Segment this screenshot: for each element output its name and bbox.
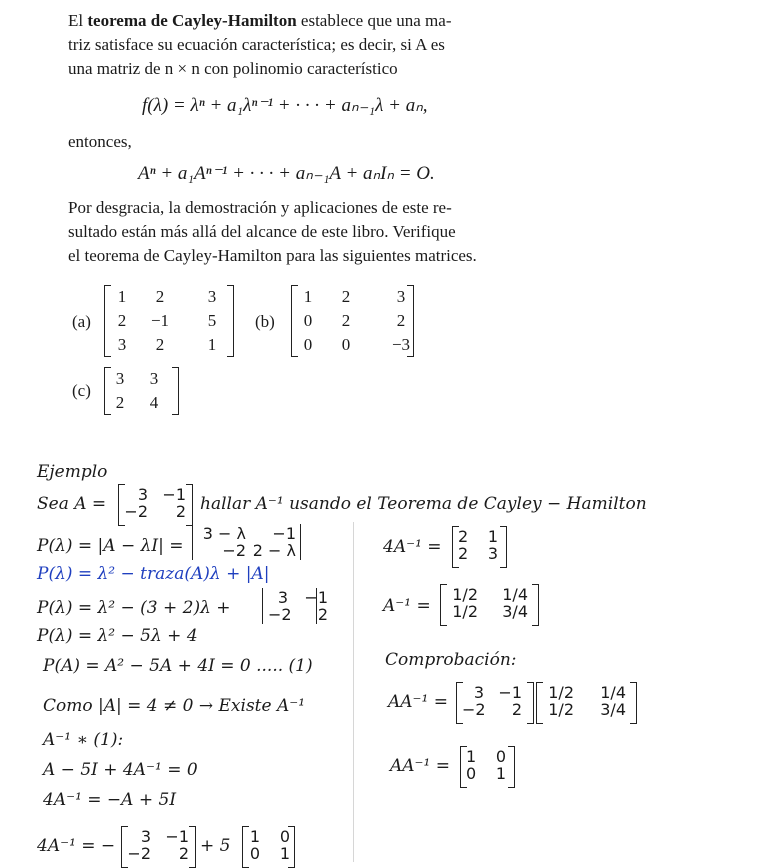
bracket-right xyxy=(532,584,539,626)
matrix-entry: 2 xyxy=(117,311,127,330)
matrix-entry: 1/2 xyxy=(452,585,478,604)
matrix-entry: 0 xyxy=(303,335,313,354)
matrix-entry: 3 xyxy=(473,683,484,702)
matrix-entry: −1 xyxy=(165,827,189,846)
matrix-entry: 1/2 xyxy=(548,683,574,702)
identity-matrix xyxy=(246,828,292,862)
matrix-entry: −1 xyxy=(498,683,522,702)
matrix-entry: 2 xyxy=(115,393,125,412)
matrix-entry: −1 xyxy=(162,485,186,504)
intro-text-pre: El xyxy=(68,11,88,30)
matrix-entry: 3 xyxy=(117,335,127,354)
characteristic-polynomial-equation: f(λ) = λⁿ + a₁λⁿ⁻¹ + · · · + aₙ₋₁λ + aₙ, xyxy=(142,95,428,116)
bracket-right xyxy=(186,484,193,526)
bracket-right xyxy=(527,682,534,724)
intro-line-3: una matriz de n × n con polinomio característico xyxy=(68,59,398,78)
matrix-entry: 3 xyxy=(137,485,148,504)
matrix-entry: 3 xyxy=(487,544,498,563)
matrix-entry: 3 xyxy=(149,369,159,388)
equation-step-2: 4A⁻¹ = −A + 5I xyxy=(43,790,177,810)
matrix-entry: 2 xyxy=(155,335,165,354)
matrix-entry: −3 xyxy=(391,335,411,354)
comprobacion-heading: Comprobación: xyxy=(385,650,517,670)
matrix-entry: 2 xyxy=(155,287,165,306)
identity-result-label: AA⁻¹ = xyxy=(390,756,450,776)
equation-step-3: 4A⁻¹ = − xyxy=(37,836,116,856)
matrix-entry: −1 xyxy=(150,311,170,330)
cayley-hamilton-equation: P(A) = A² − 5A + 4I = 0 ..... (1) xyxy=(43,656,313,676)
matrix-entry: −2 xyxy=(222,541,246,560)
matrix-entry: 3/4 xyxy=(600,700,626,719)
matrix-entry: −2 xyxy=(127,844,151,863)
char-poly-trace-formula: P(λ) = λ² − traza(A)λ + |A| xyxy=(37,564,270,584)
exercise-a-matrix xyxy=(108,285,240,357)
matrix-entry: 1 xyxy=(207,335,217,354)
matrix-entry: 2 xyxy=(511,700,522,719)
matrix-equation: Aⁿ + a₁Aⁿ⁻¹ + · · · + aₙ₋₁A + aₙIₙ = O. xyxy=(138,163,435,184)
identity-matrix xyxy=(464,748,508,782)
matrix-entry: 2 xyxy=(396,311,406,330)
matrix-entry: 2 − λ xyxy=(252,541,296,560)
matrix-entry: −1 xyxy=(272,524,296,543)
matrix-A xyxy=(125,828,191,862)
matrix-entry: 2 xyxy=(458,527,469,546)
sea-text: Sea A = xyxy=(37,494,107,514)
matrix-entry: 2 xyxy=(175,502,186,521)
matrix-entry: 3 xyxy=(277,588,288,607)
hallar-text: hallar A⁻¹ usando el Teorema de Cayley − Hamilton xyxy=(200,494,647,514)
bracket-right xyxy=(189,826,196,868)
determinant-check: Como |A| = 4 ≠ 0 → Existe A⁻¹ xyxy=(43,696,306,716)
matrix-entry: 1 xyxy=(495,764,506,783)
example-heading: Ejemplo xyxy=(37,462,108,482)
equation-step-1: A − 5I + 4A⁻¹ = 0 xyxy=(43,760,198,780)
matrix-entry: 0 xyxy=(279,827,290,846)
intro-line-2: triz satisface su ecuación característica; es decir, si A es xyxy=(68,35,445,54)
matrix-entry: 1 xyxy=(117,287,127,306)
bracket-right xyxy=(508,746,515,788)
matrix-entry: 3 − λ xyxy=(202,524,246,543)
para-line-1: Por desgracia, la demostración y aplicaciones de este re- xyxy=(68,198,452,217)
matrix-entry: 0 xyxy=(466,764,477,783)
column-divider xyxy=(353,522,354,862)
matrix-entry: 3 xyxy=(140,827,151,846)
matrix-entry: 5 xyxy=(207,311,217,330)
exercise-a-label: (a) xyxy=(72,312,91,331)
matrix-entry: 2 xyxy=(458,544,469,563)
matrix-entry: 0 xyxy=(341,335,351,354)
a-inverse-matrix xyxy=(444,586,530,620)
four-a-inverse-label: 4A⁻¹ = xyxy=(383,537,442,557)
a-inverse-label: A⁻¹ = xyxy=(383,596,431,616)
entonces-text: entonces, xyxy=(68,132,132,151)
det-matrix xyxy=(196,525,298,559)
bracket-right xyxy=(630,682,637,724)
matrix-entry: 3 xyxy=(115,369,125,388)
bracket-right xyxy=(227,285,234,357)
det-matrix-A xyxy=(266,589,330,623)
matrix-entry: 1/2 xyxy=(452,602,478,621)
matrix-entry: 3 xyxy=(207,287,217,306)
para-line-2: sultado están más allá del alcance de este libro. Verifique xyxy=(68,222,456,241)
theorem-name: teorema de Cayley-Hamilton xyxy=(87,11,297,30)
plus-five: + 5 xyxy=(200,836,231,856)
matrix-entry: 2 xyxy=(317,605,328,624)
exercise-c-label: (c) xyxy=(72,381,91,400)
bracket-right xyxy=(172,367,179,415)
det-bar-left xyxy=(192,524,194,560)
bracket-right xyxy=(407,285,414,357)
matrix-entry: 0 xyxy=(249,844,260,863)
matrix-A xyxy=(122,486,188,520)
matrix-entry: 1 xyxy=(303,287,313,306)
matrix-entry: 1 xyxy=(487,527,498,546)
char-poly-det: P(λ) = |A − λI| = xyxy=(37,536,184,556)
det-bar-right xyxy=(316,588,318,624)
intro-line-1 xyxy=(68,9,451,33)
matrix-entry: 1/2 xyxy=(548,700,574,719)
a-times-inverse-label: AA⁻¹ = xyxy=(388,692,448,712)
bracket-right xyxy=(288,826,295,868)
bracket-right xyxy=(500,526,507,568)
exercise-b-label: (b) xyxy=(255,312,275,331)
matrix-entry: −1 xyxy=(304,588,328,607)
char-poly-result: P(λ) = λ² − 5λ + 4 xyxy=(37,626,198,646)
matrix-entry: 4 xyxy=(149,393,159,412)
matrix-entry: −2 xyxy=(124,502,148,521)
matrix-entry: 3/4 xyxy=(502,602,528,621)
char-poly-substituted: P(λ) = λ² − (3 + 2)λ + xyxy=(37,598,231,618)
matrix-entry: 3 xyxy=(396,287,406,306)
intro-text-post: establece que una ma- xyxy=(296,11,452,30)
matrix-entry: 0 xyxy=(303,311,313,330)
a-inverse-matrix xyxy=(540,684,628,718)
det-bar-left xyxy=(262,588,264,624)
matrix-entry: 2 xyxy=(341,311,351,330)
det-bar-right xyxy=(300,524,302,560)
matrix-entry: 1 xyxy=(279,844,290,863)
matrix-entry: 2 xyxy=(178,844,189,863)
matrix-entry: −2 xyxy=(462,700,486,719)
matrix-entry: 0 xyxy=(495,747,506,766)
matrix-entry: 2 xyxy=(341,287,351,306)
matrix-entry: 1 xyxy=(249,827,260,846)
matrix-entry: 1 xyxy=(466,747,477,766)
matrix-A xyxy=(460,684,524,718)
four-a-inverse-matrix xyxy=(456,528,500,562)
matrix-entry: 1/4 xyxy=(600,683,626,702)
matrix-entry: −2 xyxy=(268,605,292,624)
para-line-3: el teorema de Cayley-Hamilton para las siguientes matrices. xyxy=(68,246,477,265)
matrix-entry: 1/4 xyxy=(502,585,528,604)
exercise-c-matrix xyxy=(108,367,176,415)
multiply-step: A⁻¹ ∗ (1): xyxy=(43,730,124,750)
